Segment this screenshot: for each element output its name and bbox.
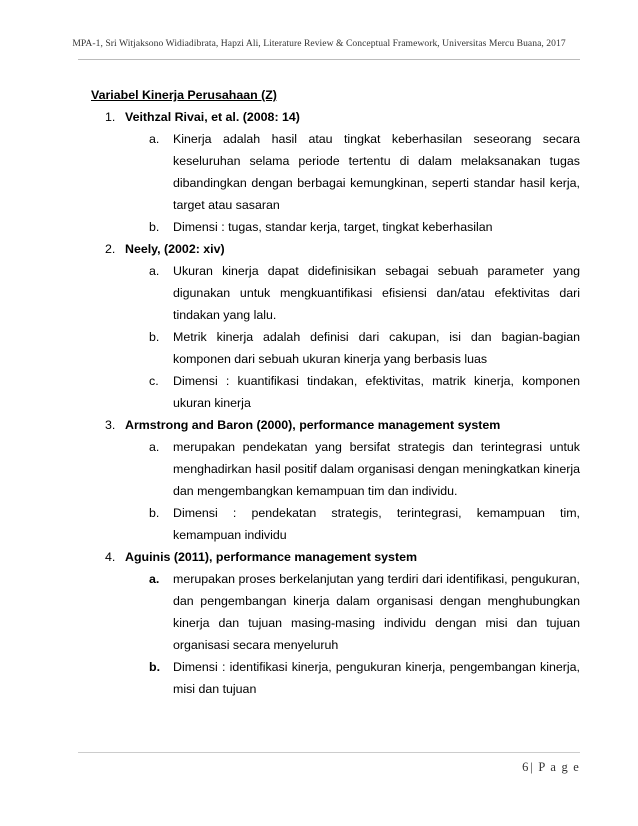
reference-number: 4. — [105, 550, 116, 564]
reference-title: Aguinis (2011), performance management system — [125, 550, 417, 564]
reference-point — [149, 326, 580, 370]
point-text: Kinerja adalah hasil atau tingkat keberhasilan seseorang secara keseluruhan selama periode tertentu di dalam melaksanakan tugas dibandingkan dengan berbagai kemungkinan, seperti standar hasil kerja, target atau sasaran — [173, 132, 580, 212]
point-letter: c. — [149, 374, 159, 388]
running-header: MPA-1, Sri Witjaksono Widiadibrata, Hapzi Ali, Literature Review & Conceptual Framework, Universitas Mercu Buana, 2017 — [72, 38, 566, 49]
point-text: Dimensi : kuantifikasi tindakan, efektivitas, matrik kinerja, komponen ukuran kinerja — [173, 374, 580, 410]
point-letter: b. — [149, 220, 160, 234]
point-text: Metrik kinerja adalah definisi dari cakupan, isi dan bagian-bagian komponen dari sebuah ukuran kinerja yang berbasis luas — [173, 330, 580, 366]
reference-number: 2. — [105, 242, 116, 256]
reference-point — [149, 436, 580, 502]
point-letter: a. — [149, 440, 160, 454]
point-text: merupakan pendekatan yang bersifat strategis dan terintegrasi untuk menghadirkan hasil positif dalam organisasi dengan meningkatkan kinerja dan mengembangkan kemampuan tim dan individu. — [173, 440, 580, 498]
point-text: Dimensi : tugas, standar kerja, target, tingkat keberhasilan — [173, 220, 493, 234]
header-divider — [78, 59, 580, 60]
reference-points — [125, 436, 580, 546]
page-label: | P a g e — [530, 760, 580, 774]
document-body — [91, 84, 580, 700]
reference-number: 1. — [105, 110, 116, 124]
reference-points — [125, 260, 580, 414]
point-letter: b. — [149, 330, 160, 344]
reference-points — [125, 128, 580, 238]
reference-title: Armstrong and Baron (2000), performance management system — [125, 418, 501, 432]
point-letter: b. — [149, 506, 160, 520]
point-letter: a. — [149, 572, 160, 586]
footer-divider — [78, 752, 580, 753]
reference-title: Neely, (2002: xiv) — [125, 242, 225, 256]
page-number: 6 — [522, 760, 529, 774]
reference-number: 3. — [105, 418, 116, 432]
point-letter: b. — [149, 660, 161, 674]
point-letter: a. — [149, 132, 160, 146]
reference-points — [125, 568, 580, 700]
reference-item — [91, 106, 580, 238]
reference-point — [149, 370, 580, 414]
section-title: Variabel Kinerja Perusahaan (Z) — [91, 88, 277, 102]
point-text: Ukuran kinerja dapat didefinisikan sebagai sebuah parameter yang digunakan untuk mengkuantifikasi efisiensi dan/atau efektivitas dari tindakan yang lalu. — [173, 264, 580, 322]
reference-point — [149, 656, 580, 700]
page-footer — [522, 760, 580, 775]
reference-point — [149, 502, 580, 546]
reference-list — [91, 106, 580, 700]
reference-item — [91, 546, 580, 700]
point-text: merupakan proses berkelanjutan yang terdiri dari identifikasi, pengukuran, dan pengembangan kinerja dalam organisasi dengan menghubungkan kinerja dan tujuan masing-masing individu dengan misi dan tujuan organisasi secara menyeluruh — [173, 572, 580, 652]
reference-point — [149, 216, 580, 238]
point-text: Dimensi : identifikasi kinerja, pengukuran kinerja, pengembangan kinerja, misi dan tujuan — [173, 660, 580, 696]
reference-item — [91, 414, 580, 546]
point-letter: a. — [149, 264, 160, 278]
point-text: Dimensi : pendekatan strategis, terintegrasi, kemampuan tim, kemampuan individu — [173, 506, 580, 542]
reference-item — [91, 238, 580, 414]
reference-point — [149, 128, 580, 216]
reference-title: Veithzal Rivai, et al. (2008: 14) — [125, 110, 300, 124]
reference-point — [149, 568, 580, 656]
reference-point — [149, 260, 580, 326]
